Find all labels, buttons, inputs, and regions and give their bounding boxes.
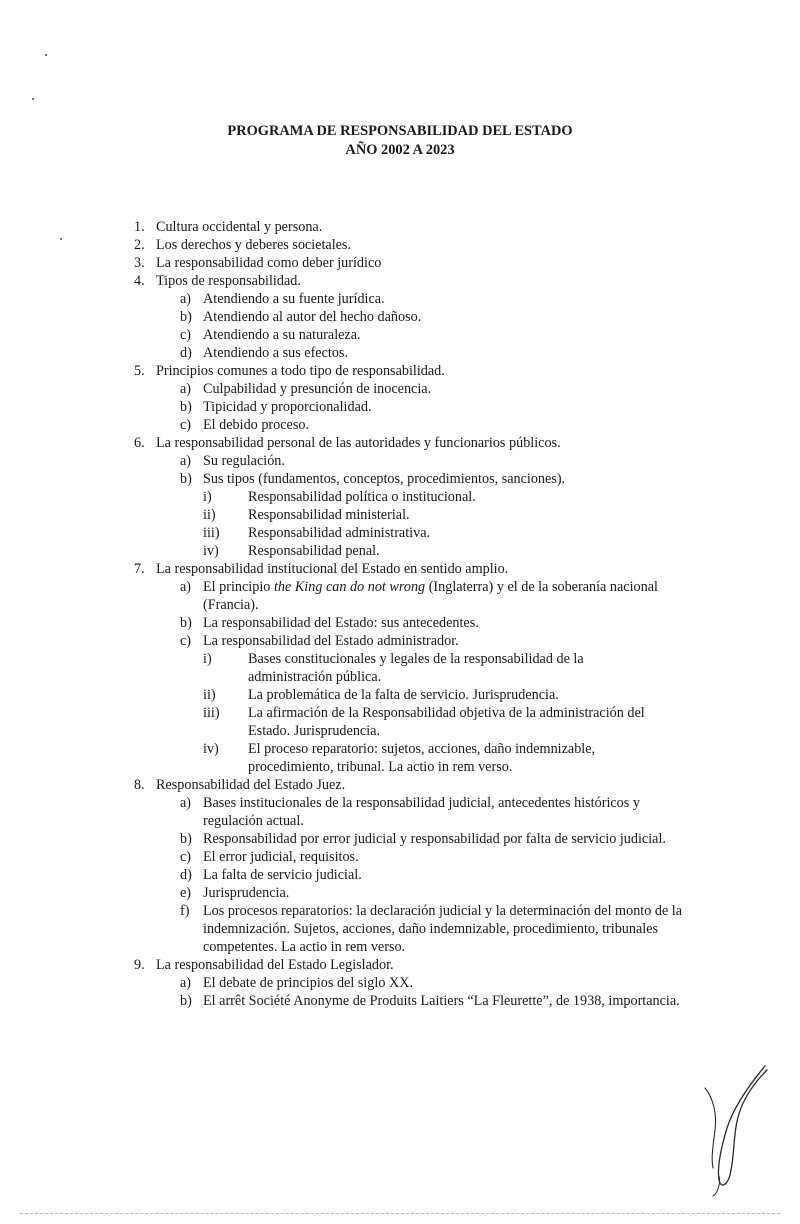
- sub-subitem-text: Responsabilidad penal.: [248, 543, 380, 559]
- subitem-label: c): [180, 327, 192, 343]
- section-9: [0, 956, 800, 974]
- section-number: 9.: [134, 957, 145, 973]
- section-heading: Cultura occidental y persona.: [156, 219, 323, 235]
- subitem: [0, 578, 800, 614]
- subitem-label: c): [180, 849, 192, 865]
- sub-subitem: [0, 488, 800, 506]
- sub-subitem: [0, 506, 800, 524]
- subitem: [0, 308, 800, 326]
- sub-subitem-label: iv): [203, 741, 219, 757]
- subitem-label: c): [180, 417, 192, 433]
- subitem-label: b): [180, 831, 192, 847]
- subitem: [0, 416, 800, 434]
- section-number: 7.: [134, 561, 145, 577]
- sub-subitem-text: La afirmación de la Responsabilidad objetiva de la administración del Estado. Jurisprudencia.: [248, 705, 645, 739]
- subitem: [0, 884, 800, 902]
- sub-subitem: [0, 686, 800, 704]
- sub-subitem-label: iv): [203, 543, 219, 559]
- subitem-text: La responsabilidad del Estado administrador.: [203, 633, 459, 649]
- handwritten-signature: [695, 1058, 775, 1198]
- subitem-label: b): [180, 471, 192, 487]
- sub-subitem-text: La problemática de la falta de servicio. Jurisprudencia.: [248, 687, 559, 703]
- subitem: [0, 452, 800, 470]
- subitem: [0, 290, 800, 308]
- page-edge-artifact: [20, 1213, 780, 1214]
- subitem-text: El debido proceso.: [203, 417, 309, 433]
- sub-subitem-label: i): [203, 651, 212, 667]
- sub-subitem: [0, 542, 800, 560]
- section-number: 2.: [134, 237, 145, 253]
- sub-subitem-text: El proceso reparatorio: sujetos, acciones, daño indemnizable, procedimiento, tribunal. La actio in rem verso.: [248, 741, 596, 775]
- sub-subitem: [0, 704, 800, 740]
- scan-speck: [32, 98, 34, 100]
- subitem-text: La falta de servicio judicial.: [203, 867, 362, 883]
- section-number: 1.: [134, 219, 145, 235]
- subitem-label: a): [180, 381, 192, 397]
- subitem: [0, 866, 800, 884]
- sub-subitem-text: Responsabilidad política o institucional.: [248, 489, 476, 505]
- subitem-text: El arrêt Société Anonyme de Produits Laitiers “La Fleurette”, de 1938, importancia.: [203, 993, 680, 1009]
- subitem-text: Responsabilidad por error judicial y responsabilidad por falta de servicio judicial.: [203, 831, 666, 847]
- subitem-text: Atendiendo al autor del hecho dañoso.: [203, 309, 422, 325]
- subitem: [0, 992, 800, 1010]
- subitem-text: Los procesos reparatorios: la declaración judicial y la determinación del monto de la indemnización. Sujetos, acciones, daño indemnizable, procedimiento, tribunales competentes. La actio in rem verso.: [203, 903, 683, 955]
- subitem-text: La responsabilidad del Estado: sus antecedentes.: [203, 615, 479, 631]
- title-line-2: AÑO 2002 A 2023: [345, 142, 455, 158]
- document-title: [0, 122, 800, 160]
- subitem-label: d): [180, 867, 192, 883]
- subitem-text: Su regulación.: [203, 453, 285, 469]
- subitem-label: a): [180, 795, 192, 811]
- subitem: [0, 470, 800, 488]
- sub-subitem-text: Bases constitucionales y legales de la responsabilidad de la administración pública.: [248, 651, 584, 685]
- subitem-text: Tipicidad y proporcionalidad.: [203, 399, 372, 415]
- sub-subitem-label: iii): [203, 525, 220, 541]
- subitem-label: b): [180, 615, 192, 631]
- sub-subitem: [0, 740, 800, 776]
- section-number: 6.: [134, 435, 145, 451]
- section-heading: Principios comunes a todo tipo de responsabilidad.: [156, 363, 445, 379]
- subitem-text: El error judicial, requisitos.: [203, 849, 359, 865]
- subitem-label: a): [180, 453, 192, 469]
- subitem-text-post: (Inglaterra) y el de la soberanía nacional (Francia).: [203, 579, 658, 613]
- subitem: [0, 974, 800, 992]
- subitem-label: e): [180, 885, 192, 901]
- section-heading: La responsabilidad personal de las autoridades y funcionarios públicos.: [156, 435, 561, 451]
- section-heading: La responsabilidad como deber jurídico: [156, 255, 382, 271]
- subitem: [0, 632, 800, 650]
- subitem-label: c): [180, 633, 192, 649]
- subitem-label: b): [180, 309, 192, 325]
- scan-speck: [60, 238, 62, 240]
- section-heading: Tipos de responsabilidad.: [156, 273, 301, 289]
- title-line-1: PROGRAMA DE RESPONSABILIDAD DEL ESTADO: [227, 123, 573, 139]
- subitem: [0, 902, 800, 956]
- subitem: [0, 848, 800, 866]
- subitem-label: a): [180, 579, 192, 595]
- subitem-text-pre: El principio: [203, 579, 274, 595]
- subitem: [0, 398, 800, 416]
- subitem-text: Atendiendo a su naturaleza.: [203, 327, 361, 343]
- subitem-label: a): [180, 291, 192, 307]
- subitem: [0, 614, 800, 632]
- subitem-text-emphasis: the King can do not wrong: [273, 579, 426, 595]
- subitem-label: f): [180, 903, 190, 919]
- section-number: 4.: [134, 273, 145, 289]
- subitem: [0, 344, 800, 362]
- section-8: [0, 776, 800, 794]
- sub-subitem-label: ii): [203, 687, 216, 703]
- subitem-text: [203, 578, 688, 614]
- subitem: [0, 830, 800, 848]
- sub-subitem-label: iii): [203, 705, 220, 721]
- section-heading: La responsabilidad del Estado Legislador.: [156, 957, 394, 973]
- sub-subitem-label: i): [203, 489, 212, 505]
- program-outline: [0, 218, 800, 1010]
- subitem-text: Sus tipos (fundamentos, conceptos, procedimientos, sanciones).: [203, 471, 566, 487]
- section-5: [0, 362, 800, 380]
- subitem: [0, 380, 800, 398]
- section-1: [0, 218, 800, 236]
- sub-subitem-text: Responsabilidad administrativa.: [248, 525, 431, 541]
- sub-subitem: [0, 650, 800, 686]
- section-7: [0, 560, 800, 578]
- sub-subitem-label: ii): [203, 507, 216, 523]
- subitem-text: El debate de principios del siglo XX.: [203, 975, 414, 991]
- section-number: 5.: [134, 363, 145, 379]
- scan-speck: [45, 54, 47, 56]
- section-heading: Los derechos y deberes societales.: [156, 237, 352, 253]
- subitem-text: Atendiendo a su fuente jurídica.: [203, 291, 385, 307]
- section-number: 8.: [134, 777, 145, 793]
- subitem: [0, 794, 800, 830]
- subitem-label: b): [180, 399, 192, 415]
- sub-subitem: [0, 524, 800, 542]
- subitem-text: Jurisprudencia.: [203, 885, 290, 901]
- subitem-text: Bases institucionales de la responsabilidad judicial, antecedentes históricos y regulación actual.: [203, 795, 640, 829]
- subitem-text: Atendiendo a sus efectos.: [203, 345, 348, 361]
- section-4: [0, 272, 800, 290]
- section-3: [0, 254, 800, 272]
- subitem-label: d): [180, 345, 192, 361]
- subitem-text: Culpabilidad y presunción de inocencia.: [203, 381, 432, 397]
- subitem-label: b): [180, 993, 192, 1009]
- sub-subitem-text: Responsabilidad ministerial.: [248, 507, 410, 523]
- subitem: [0, 326, 800, 344]
- section-heading: Responsabilidad del Estado Juez.: [156, 777, 346, 793]
- section-6: [0, 434, 800, 452]
- section-number: 3.: [134, 255, 145, 271]
- subitem-label: a): [180, 975, 192, 991]
- section-2: [0, 236, 800, 254]
- section-heading: La responsabilidad institucional del Estado en sentido amplio.: [156, 561, 509, 577]
